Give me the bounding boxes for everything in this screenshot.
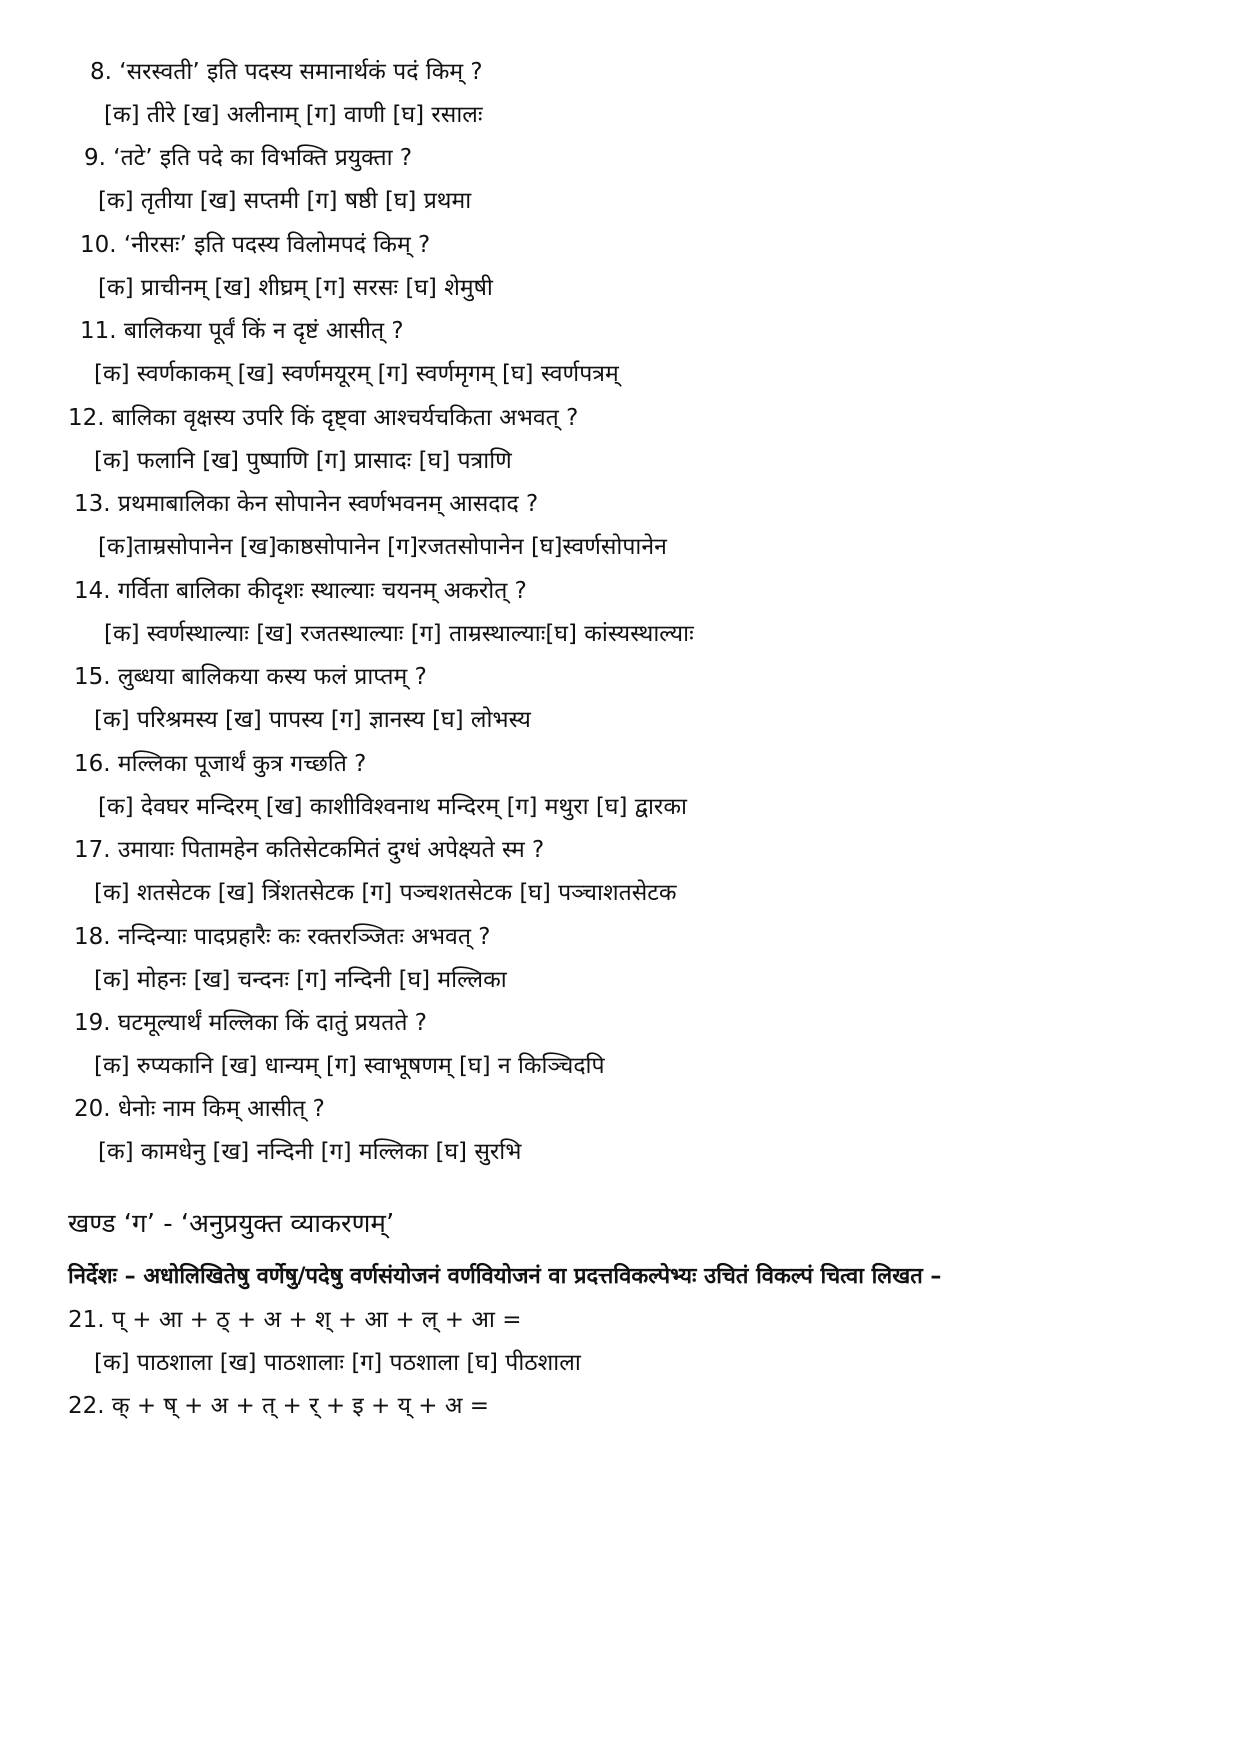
options-14: [क] स्वर्णस्थाल्याः [ख] रजतस्थाल्याः [ग] ताम्रस्थाल्याः[घ] कांस्यस्थाल्याः (104, 621, 694, 647)
options-16: [क] देवघर मन्दिरम् [ख] काशीविश्वनाथ मन्दिरम् [ग] मथुरा [घ] द्वारका (98, 794, 687, 820)
options-9: [क] तृतीया [ख] सप्तमी [ग] षष्ठी [घ] प्रथमा (98, 188, 472, 214)
question-17: 17. उमायाः पितामहेन कतिसेटकमितं दुग्धं अपेक्ष्यते स्म ? (74, 837, 545, 863)
options-13: [क]ताम्रसोपानेन [ख]काष्ठसोपानेन [ग]रजतसोपानेन [घ]स्वर्णसोपानेन (98, 534, 667, 560)
question-8: 8. ‘सरस्वती’ इति पदस्य समानार्थकं पदं किम् ? (90, 59, 483, 85)
options-20: [क] कामधेनु [ख] नन्दिनी [ग] मल्लिका [घ] सुरभि (98, 1139, 522, 1165)
question-13: 13. प्रथमाबालिका केन सोपानेन स्वर्णभवनम् आसदाद ? (74, 491, 539, 517)
options-8: [क] तीरे [ख] अलीनाम् [ग] वाणी [घ] रसालः (104, 102, 483, 128)
options-17: [क] शतसेटक [ख] त्रिंशतसेटक [ग] पञ्चशतसेटक [घ] पञ्चाशतसेटक (94, 880, 677, 906)
question-11: 11. बालिकया पूर्वं किं न दृष्टं आसीत् ? (80, 318, 404, 344)
options-12: [क] फलानि [ख] पुष्पाणि [ग] प्रासादः [घ] पत्राणि (94, 448, 512, 474)
question-18: 18. नन्दिन्याः पादप्रहारैः कः रक्तरञ्जितः अभवत् ? (74, 924, 491, 950)
section-heading: खण्ड ‘ग’ - ‘अनुप्रयुक्त व्याकरणम्’ (68, 1209, 395, 1239)
question-9: 9. ‘तटे’ इति पदे का विभक्ति प्रयुक्ता ? (84, 145, 413, 171)
question-10: 10. ‘नीरसः’ इति पदस्य विलोमपदं किम् ? (80, 232, 431, 258)
options-10: [क] प्राचीनम् [ख] शीघ्रम् [ग] सरसः [घ] शेमुषी (98, 275, 493, 301)
question-20: 20. धेनोः नाम किम् आसीत् ? (74, 1096, 325, 1122)
question-15: 15. लुब्धया बालिकया कस्य फलं प्राप्तम् ? (74, 664, 427, 690)
instruction-text: निर्देशः – अधोलिखितेषु वर्णेषु/पदेषु वर्णसंयोजनं वर्णवियोजनं वा प्रदत्तविकल्पेभ्यः उचितं विकल्पं चित्वा लिखत – (68, 1264, 942, 1289)
options-19: [क] रुप्यकानि [ख] धान्यम् [ग] स्वाभूषणम् [घ] न किञ्चिदपि (94, 1053, 605, 1079)
question-14: 14. गर्विता बालिका कीदृशः स्थाल्याः चयनम् अकरोत् ? (74, 578, 527, 604)
question-22: 22. क् + ष् + अ + त् + र् + इ + य् + अ = (68, 1393, 489, 1419)
question-12: 12. बालिका वृक्षस्य उपरि किं दृष्ट्वा आश्चर्यचकिता अभवत् ? (68, 405, 579, 431)
options-21: [क] पाठशाला [ख] पाठशालाः [ग] पठशाला [घ] पीठशाला (94, 1350, 581, 1376)
question-21: 21. प् + आ + ठ् + अ + श् + आ + ल् + आ = (68, 1307, 522, 1333)
question-19: 19. घटमूल्यार्थं मल्लिका किं दातुं प्रयतते ? (74, 1010, 427, 1036)
options-18: [क] मोहनः [ख] चन्दनः [ग] नन्दिनी [घ] मल्लिका (94, 967, 507, 993)
options-11: [क] स्वर्णकाकम् [ख] स्वर्णमयूरम् [ग] स्वर्णमृगम् [घ] स्वर्णपत्रम् (94, 361, 619, 387)
options-15: [क] परिश्रमस्य [ख] पापस्य [ग] ज्ञानस्य [घ] लोभस्य (94, 707, 531, 733)
question-16: 16. मल्लिका पूजार्थं कुत्र गच्छति ? (74, 751, 367, 777)
